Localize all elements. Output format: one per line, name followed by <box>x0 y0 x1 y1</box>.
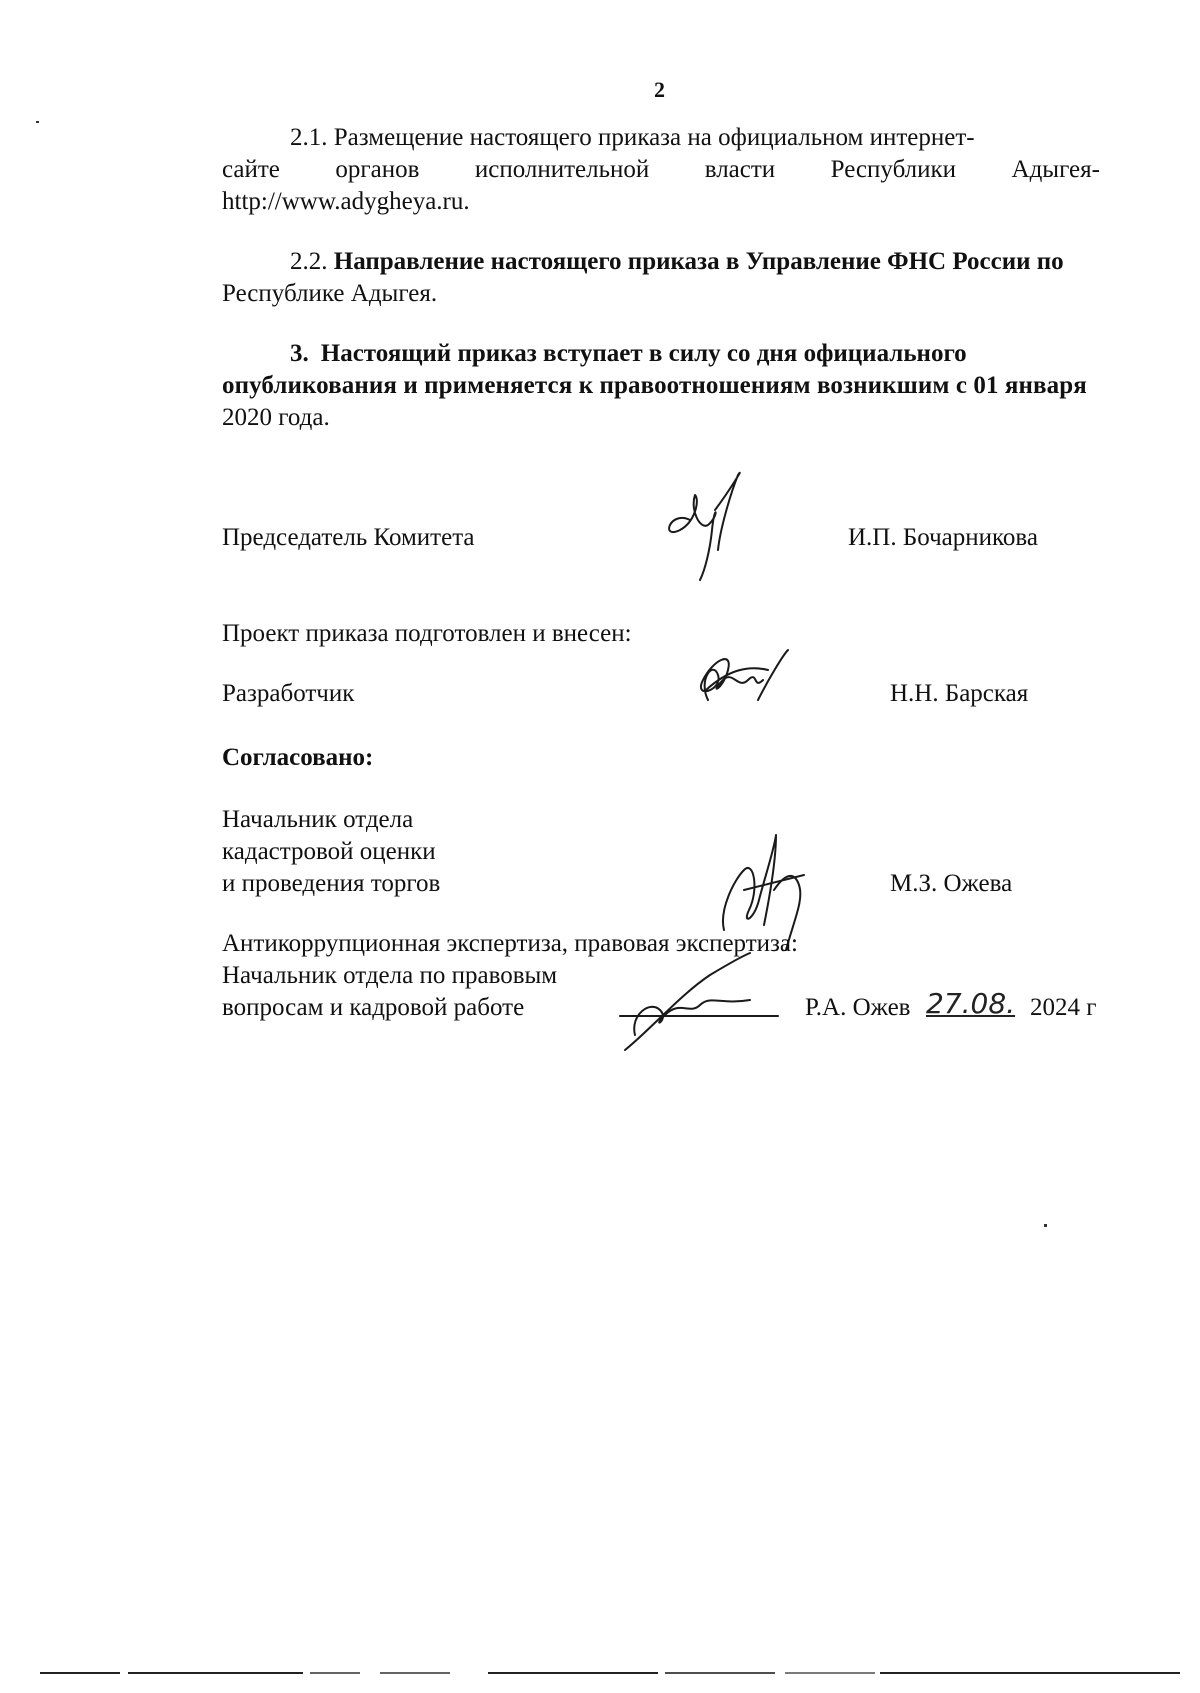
legal-signature <box>620 955 800 1055</box>
developer-title: Разработчик <box>222 680 355 707</box>
legal-title-line-2: вопросам и кадровой работе <box>222 994 525 1021</box>
section-3-line-3: 2020 года. <box>222 404 330 431</box>
footer-rule <box>488 1672 658 1674</box>
section-3-line-1 <box>290 338 1100 370</box>
word: власти <box>704 156 776 183</box>
footer-rule <box>128 1672 303 1674</box>
section-2-2-line-2: Республике Адыгея. <box>222 280 438 307</box>
footer-rule <box>310 1672 360 1674</box>
developer-signature <box>688 640 798 720</box>
word: сайте <box>222 156 280 183</box>
word: Адыгея- <box>1011 156 1100 183</box>
footer-rule <box>40 1672 120 1674</box>
scan-speck <box>1044 1224 1047 1227</box>
section-2-2-text: Направление настоящего приказа в Управление ФНС России по <box>333 248 1064 275</box>
section-3-text: Настоящий приказ вступает в силу со дня официального <box>320 340 967 367</box>
section-3-number: 3. <box>290 340 309 367</box>
legal-year: 2024 г <box>1030 994 1097 1021</box>
chairman-title: Председатель Комитета <box>222 524 475 551</box>
word: Республики <box>830 156 957 183</box>
section-2-2-number: 2.2. <box>290 248 334 275</box>
chairman-name: И.П. Бочарникова <box>848 524 1038 551</box>
legal-title-line-1: Начальник отдела по правовым <box>222 962 558 989</box>
footer-rule <box>665 1672 775 1674</box>
scan-speck <box>36 121 39 123</box>
legal-name: Р.А. Ожев <box>805 994 911 1021</box>
cadastral-name: М.З. Ожева <box>890 870 1013 897</box>
section-2-1-line-2 <box>222 154 1100 186</box>
cadastral-title-line-2: кадастровой оценки <box>222 838 436 865</box>
section-3-line-2: опубликования и применяется к правоотношениям возникшим с 01 января <box>222 372 1087 399</box>
footer-rule <box>880 1672 1180 1674</box>
agreed-label: Согласовано: <box>222 744 374 771</box>
footer-rule <box>785 1672 875 1674</box>
developer-name: Н.Н. Барская <box>890 680 1029 707</box>
chairman-signature <box>660 470 770 590</box>
section-2-1-line-3: http://www.adygheya.ru. <box>222 188 470 215</box>
cadastral-title-line-1: Начальник отдела <box>222 806 414 833</box>
cadastral-title-line-3: и проведения торгов <box>222 870 441 897</box>
legal-handwritten-date: 27.08. <box>926 987 1016 1020</box>
footer-rule <box>380 1672 450 1674</box>
word: органов <box>335 156 420 183</box>
page-number: 2 <box>654 77 665 102</box>
prepared-label: Проект приказа подготовлен и внесен: <box>222 620 632 647</box>
section-2-1-line-1: 2.1. Размещение настоящего приказа на официальном интернет- <box>290 124 975 151</box>
legal-label: Антикоррупционная экспертиза, правовая экспертиза: <box>222 930 798 957</box>
word: исполнительной <box>474 156 650 183</box>
section-2-2-line-1 <box>290 246 1100 278</box>
